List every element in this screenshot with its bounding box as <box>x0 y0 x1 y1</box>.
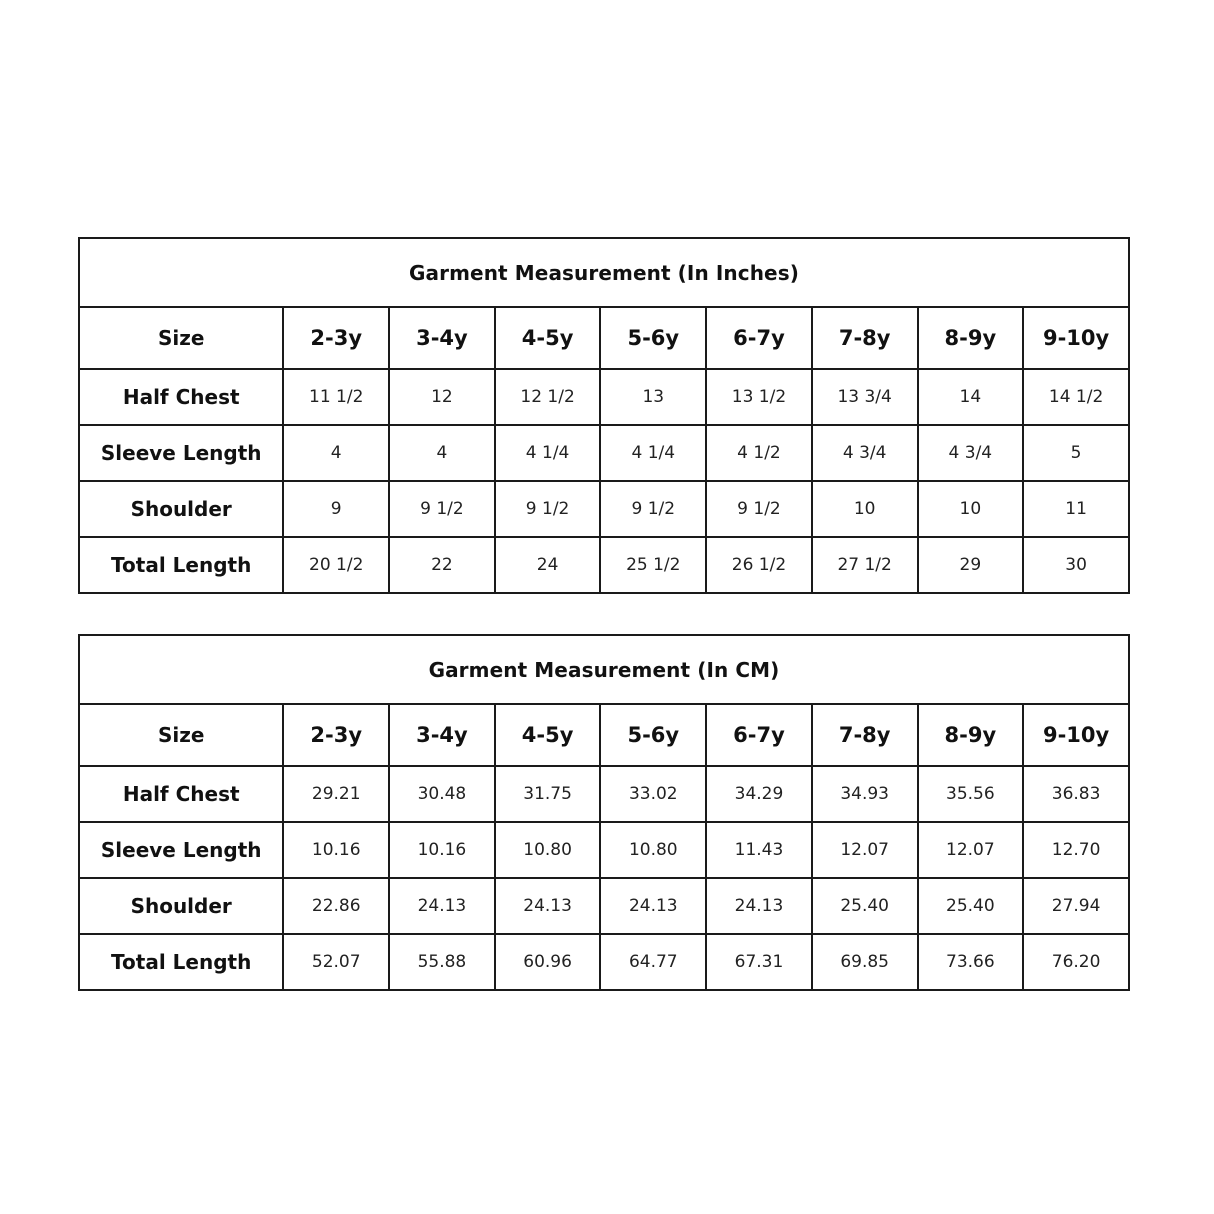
measurement-cell: 12.07 <box>812 822 918 878</box>
measurement-cell: 24.13 <box>389 878 495 934</box>
table-row <box>79 481 1129 537</box>
measurement-cell: 13 <box>600 369 706 425</box>
measurement-cell: 5 <box>1023 425 1129 481</box>
measurement-cell: 26 1/2 <box>706 537 812 593</box>
column-header-size: Size <box>79 704 283 766</box>
measurement-cell: 60.96 <box>495 934 601 990</box>
measurement-table-cm <box>78 634 1130 991</box>
measurement-cell: 22.86 <box>283 878 389 934</box>
measurement-cell: 22 <box>389 537 495 593</box>
measurement-cell: 76.20 <box>1023 934 1129 990</box>
measurement-cell: 9 1/2 <box>495 481 601 537</box>
measurement-cell: 24.13 <box>706 878 812 934</box>
measurement-cell: 30 <box>1023 537 1129 593</box>
measurement-cell: 9 1/2 <box>389 481 495 537</box>
column-header-size-value: 3-4y <box>389 307 495 369</box>
measurement-cell: 14 <box>918 369 1024 425</box>
column-header-size-value: 9-10y <box>1023 704 1129 766</box>
measurement-cell: 4 <box>283 425 389 481</box>
column-header-size: Size <box>79 307 283 369</box>
measurement-cell: 12 <box>389 369 495 425</box>
measurement-cell: 33.02 <box>600 766 706 822</box>
measurement-cell: 10 <box>812 481 918 537</box>
measurement-cell: 14 1/2 <box>1023 369 1129 425</box>
measurement-cell: 4 3/4 <box>812 425 918 481</box>
measurement-cell: 69.85 <box>812 934 918 990</box>
measurement-cell: 10.80 <box>600 822 706 878</box>
measurement-cell: 11 <box>1023 481 1129 537</box>
measurement-cell: 12 1/2 <box>495 369 601 425</box>
measurement-cell: 11.43 <box>706 822 812 878</box>
row-label: Shoulder <box>79 878 283 934</box>
measurement-cell: 36.83 <box>1023 766 1129 822</box>
measurement-cell: 30.48 <box>389 766 495 822</box>
column-header-size-value: 6-7y <box>706 307 812 369</box>
column-header-size-value: 9-10y <box>1023 307 1129 369</box>
column-header-size-value: 8-9y <box>918 704 1024 766</box>
column-header-size-value: 2-3y <box>283 704 389 766</box>
column-header-size-value: 4-5y <box>495 307 601 369</box>
table-title-row <box>79 635 1129 704</box>
measurement-cell: 11 1/2 <box>283 369 389 425</box>
measurement-cell: 9 <box>283 481 389 537</box>
table-title: Garment Measurement (In CM) <box>79 635 1129 704</box>
measurement-cell: 25.40 <box>812 878 918 934</box>
measurement-cell: 9 1/2 <box>600 481 706 537</box>
measurement-cell: 25 1/2 <box>600 537 706 593</box>
measurement-cell: 10.80 <box>495 822 601 878</box>
row-label: Half Chest <box>79 766 283 822</box>
measurement-cell: 27 1/2 <box>812 537 918 593</box>
measurement-cell: 24.13 <box>600 878 706 934</box>
column-header-size-value: 7-8y <box>812 307 918 369</box>
measurement-cell: 73.66 <box>918 934 1024 990</box>
row-label: Shoulder <box>79 481 283 537</box>
row-label: Sleeve Length <box>79 425 283 481</box>
table-row <box>79 878 1129 934</box>
measurement-cell: 4 1/2 <box>706 425 812 481</box>
measurement-cell: 4 3/4 <box>918 425 1024 481</box>
measurement-cell: 12.07 <box>918 822 1024 878</box>
column-header-size-value: 5-6y <box>600 704 706 766</box>
measurement-cell: 34.29 <box>706 766 812 822</box>
measurement-cell: 4 1/4 <box>495 425 601 481</box>
measurement-cell: 31.75 <box>495 766 601 822</box>
row-label: Half Chest <box>79 369 283 425</box>
measurement-cell: 4 1/4 <box>600 425 706 481</box>
measurement-cell: 13 1/2 <box>706 369 812 425</box>
measurement-cell: 34.93 <box>812 766 918 822</box>
measurement-cell: 52.07 <box>283 934 389 990</box>
table-row <box>79 934 1129 990</box>
table-title: Garment Measurement (In Inches) <box>79 238 1129 307</box>
measurement-cell: 13 3/4 <box>812 369 918 425</box>
measurement-cell: 29 <box>918 537 1024 593</box>
measurement-cell: 10 <box>918 481 1024 537</box>
measurement-cell: 27.94 <box>1023 878 1129 934</box>
table-header-row <box>79 704 1129 766</box>
measurement-cell: 55.88 <box>389 934 495 990</box>
row-label: Sleeve Length <box>79 822 283 878</box>
column-header-size-value: 6-7y <box>706 704 812 766</box>
measurement-cell: 20 1/2 <box>283 537 389 593</box>
row-label: Total Length <box>79 537 283 593</box>
column-header-size-value: 8-9y <box>918 307 1024 369</box>
table-row <box>79 766 1129 822</box>
column-header-size-value: 4-5y <box>495 704 601 766</box>
measurement-table-inches <box>78 237 1130 594</box>
table-title-row <box>79 238 1129 307</box>
table-row <box>79 369 1129 425</box>
column-header-size-value: 7-8y <box>812 704 918 766</box>
measurement-cell: 24.13 <box>495 878 601 934</box>
measurement-cell: 29.21 <box>283 766 389 822</box>
measurement-cell: 10.16 <box>389 822 495 878</box>
column-header-size-value: 2-3y <box>283 307 389 369</box>
measurement-cell: 12.70 <box>1023 822 1129 878</box>
column-header-size-value: 5-6y <box>600 307 706 369</box>
column-header-size-value: 3-4y <box>389 704 495 766</box>
measurement-cell: 9 1/2 <box>706 481 812 537</box>
table-header-row <box>79 307 1129 369</box>
measurement-cell: 64.77 <box>600 934 706 990</box>
measurement-cell: 10.16 <box>283 822 389 878</box>
measurement-cell: 35.56 <box>918 766 1024 822</box>
measurement-cell: 4 <box>389 425 495 481</box>
measurement-cell: 25.40 <box>918 878 1024 934</box>
table-row <box>79 537 1129 593</box>
measurement-cell: 67.31 <box>706 934 812 990</box>
measurement-cell: 24 <box>495 537 601 593</box>
table-row <box>79 822 1129 878</box>
row-label: Total Length <box>79 934 283 990</box>
table-row <box>79 425 1129 481</box>
